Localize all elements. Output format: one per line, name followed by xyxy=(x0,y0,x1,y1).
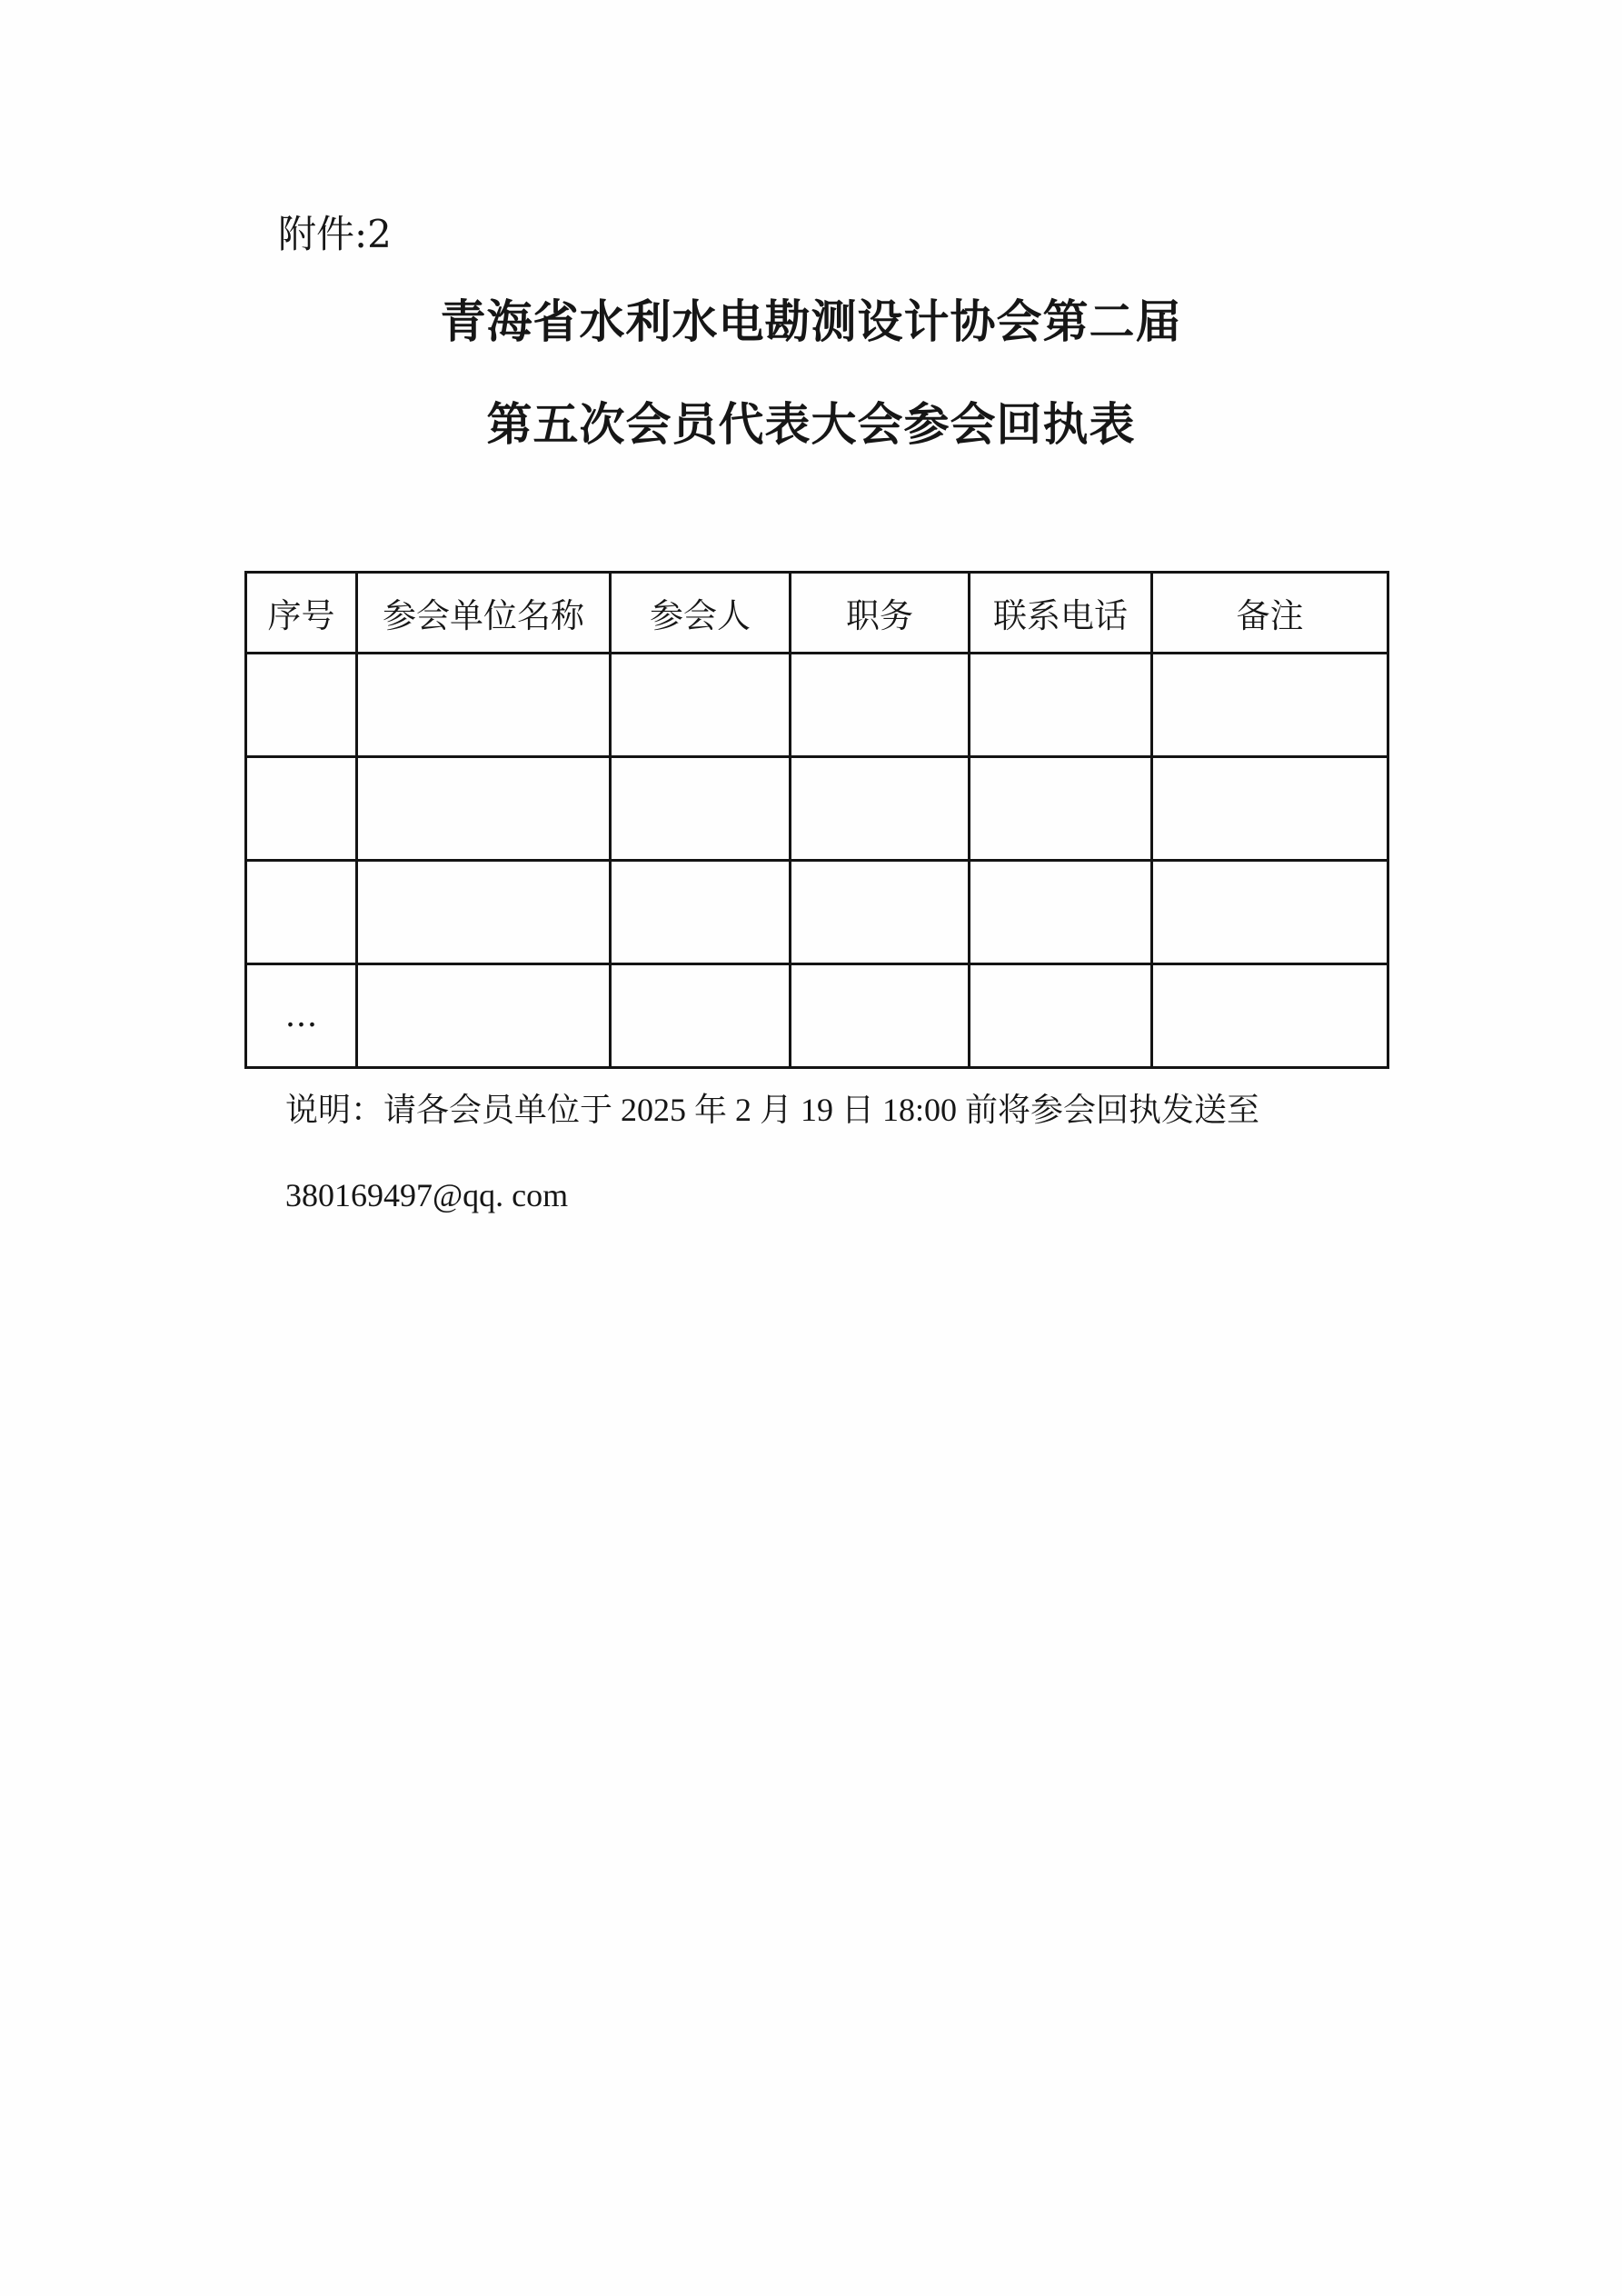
table-header-row xyxy=(246,573,1388,654)
table-row xyxy=(246,654,1388,757)
table-cell xyxy=(791,964,970,1068)
title-line-1: 青海省水利水电勘测设计协会第二届 xyxy=(440,295,1182,348)
note-email: 380169497@qq. com xyxy=(285,1177,569,1213)
table-cell xyxy=(611,964,791,1068)
header-position: 职务 xyxy=(791,573,970,654)
table-cell xyxy=(970,757,1152,861)
continuation-marker: … xyxy=(246,964,357,1068)
table-cell xyxy=(357,861,611,964)
attachment-label: 附件:2 xyxy=(278,212,392,256)
table-row xyxy=(246,757,1388,861)
receipt-table xyxy=(244,571,1389,1069)
table-cell xyxy=(1152,861,1388,964)
header-phone: 联系电话 xyxy=(970,573,1152,654)
table-cell xyxy=(791,654,970,757)
table-cell xyxy=(357,654,611,757)
table-cell xyxy=(611,757,791,861)
title-line-2: 第五次会员代表大会参会回执表 xyxy=(486,398,1136,451)
table-cell xyxy=(357,757,611,861)
header-attendee: 参会人 xyxy=(611,573,791,654)
table-cell xyxy=(357,964,611,1068)
table-cell xyxy=(1152,964,1388,1068)
table-cell xyxy=(1152,757,1388,861)
table-row xyxy=(246,861,1388,964)
header-unit-name: 参会单位名称 xyxy=(357,573,611,654)
table-cell xyxy=(611,654,791,757)
table-cell xyxy=(970,654,1152,757)
table-cell xyxy=(246,861,357,964)
table-cell xyxy=(970,861,1152,964)
header-seq: 序号 xyxy=(246,573,357,654)
header-remarks: 备注 xyxy=(1152,573,1388,654)
table-cell xyxy=(611,861,791,964)
table-cell xyxy=(791,757,970,861)
note-instructions: 说明：请各会员单位于 2025 年 2 月 19 日 18:00 前将参会回执发送至 xyxy=(285,1092,1260,1128)
table-cell xyxy=(970,964,1152,1068)
table-cell xyxy=(246,757,357,861)
table-row xyxy=(246,964,1388,1068)
table-cell xyxy=(1152,654,1388,757)
table-cell xyxy=(791,861,970,964)
table-cell xyxy=(246,654,357,757)
